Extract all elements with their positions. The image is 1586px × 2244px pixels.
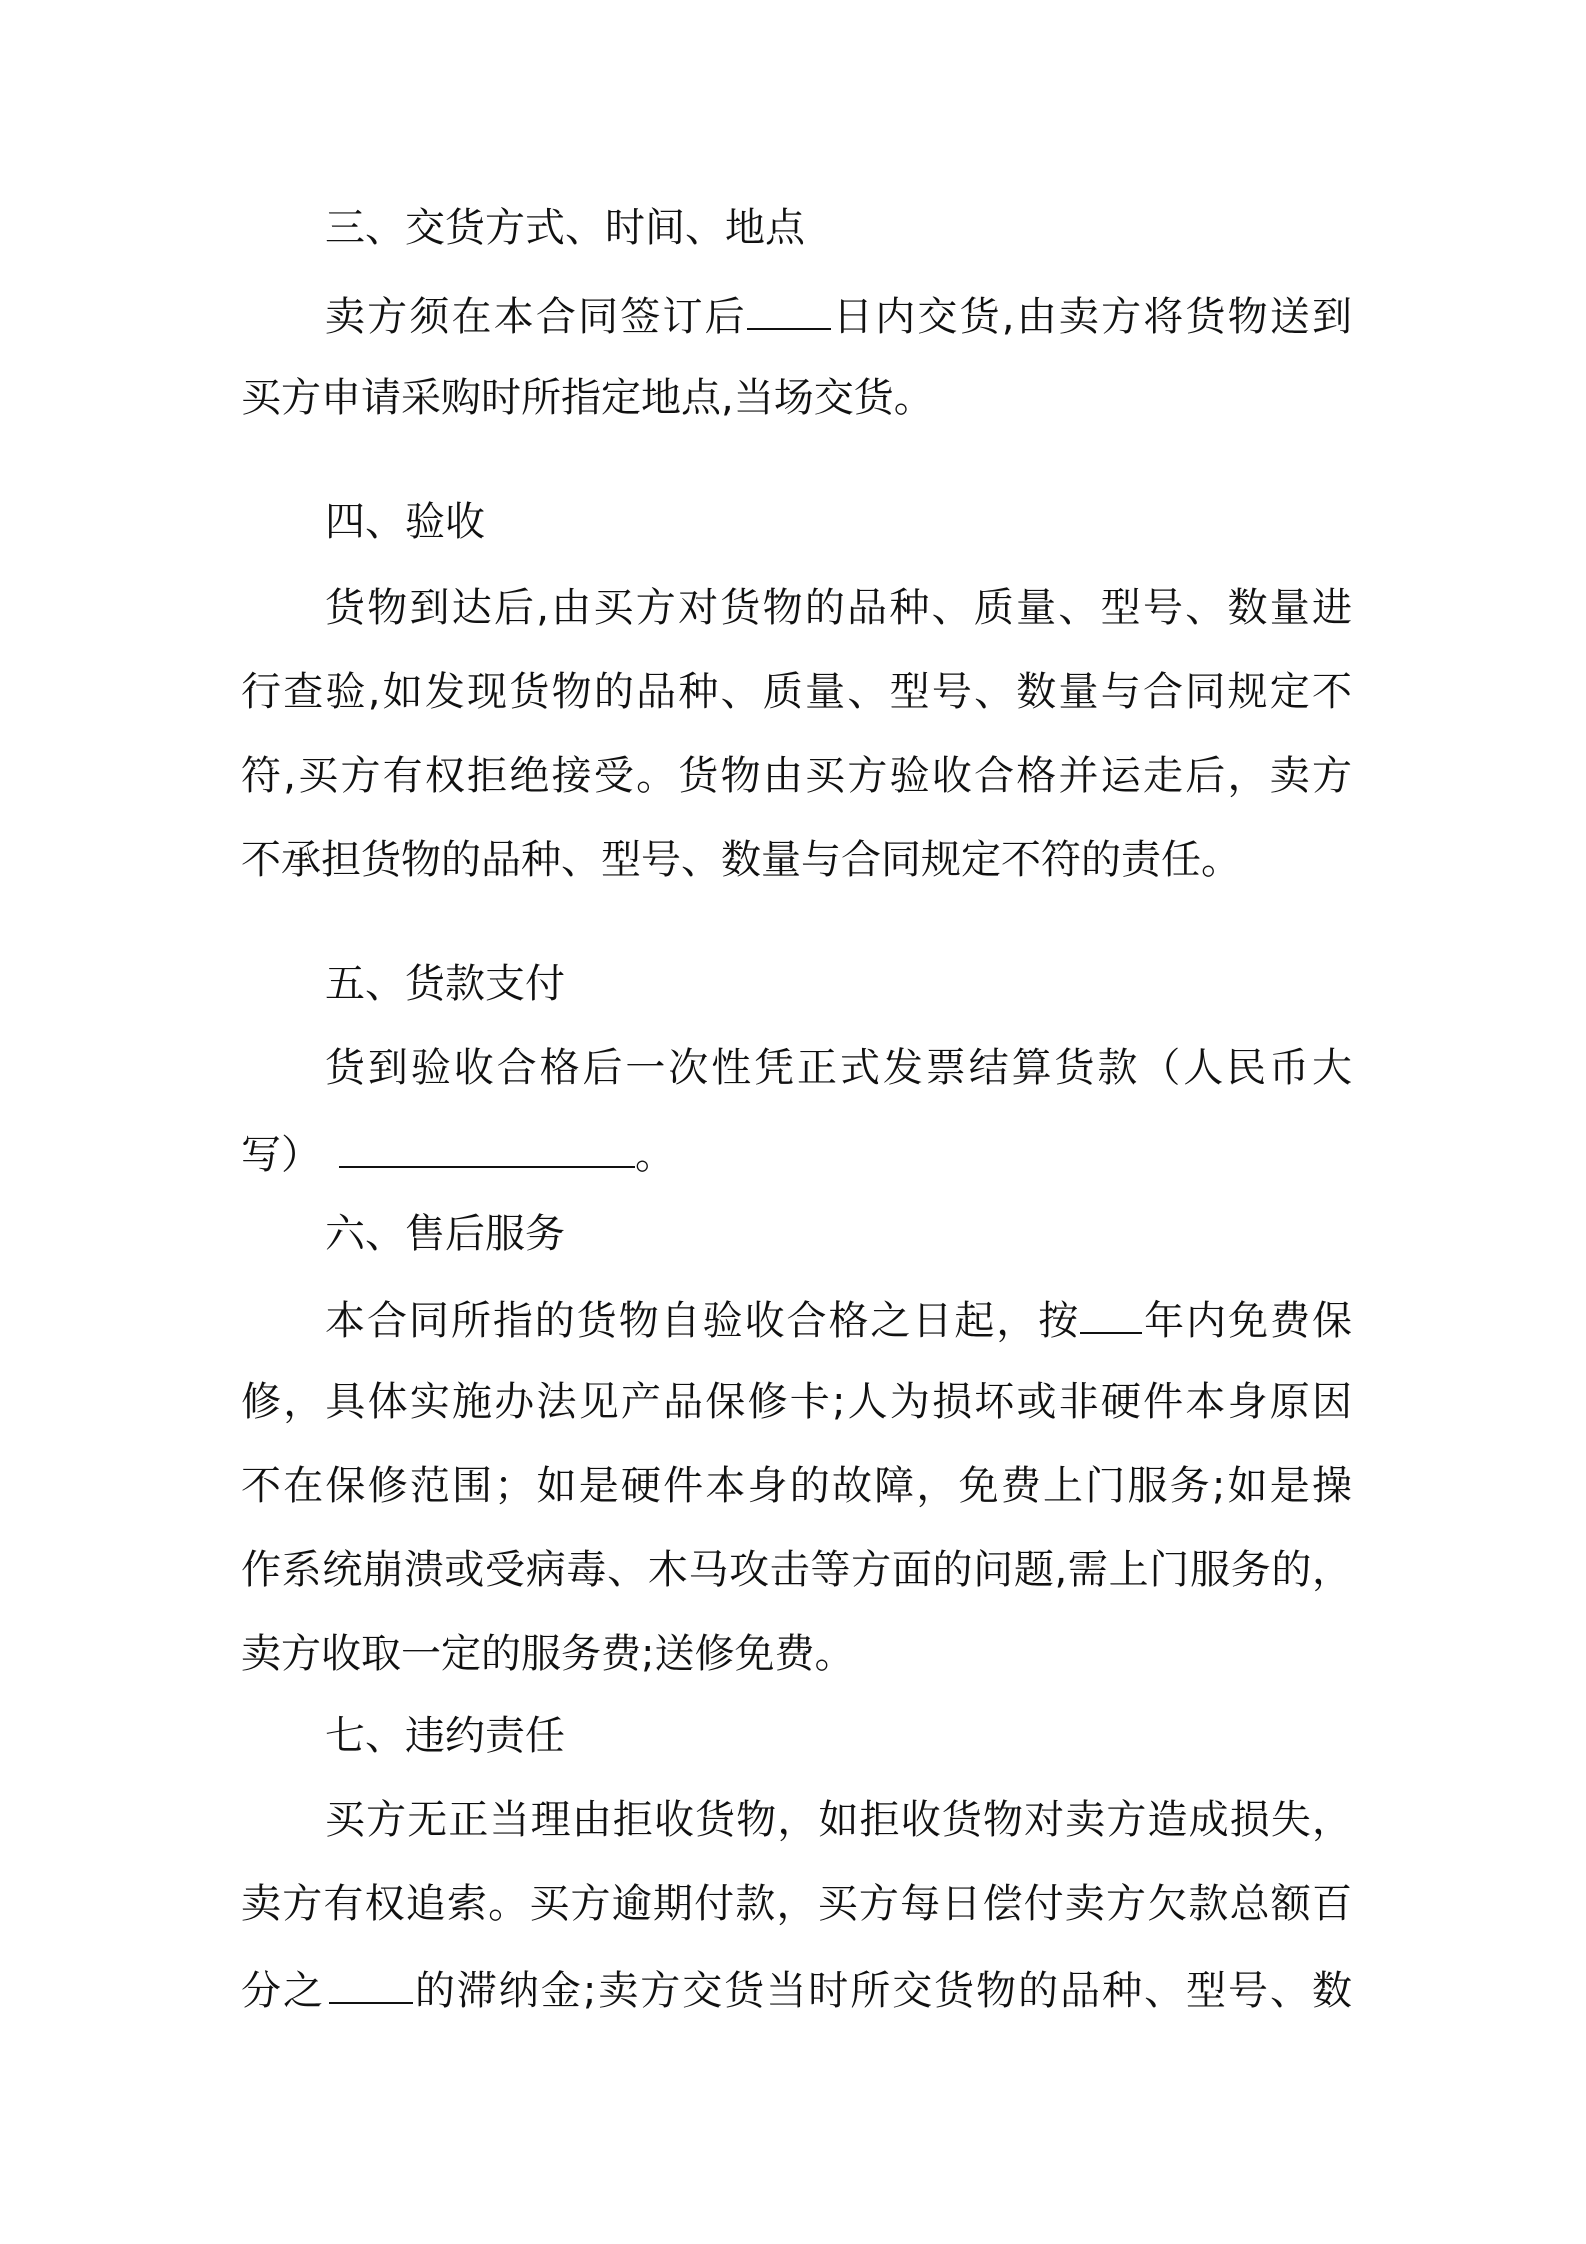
section-heading-payment: 五、货款支付 <box>325 961 565 1007</box>
paragraph-line: 货到验收合格后一次性凭正式发票结算货款（人民币大 <box>325 1045 1352 1091</box>
paragraph-line: 不承担货物的品种、型号、数量与合同规定不符的责任。 <box>241 837 1241 883</box>
paragraph-line <box>325 1294 1352 1342</box>
text-span: 日内交货,由卖方将货物送到 <box>830 294 1353 340</box>
section-heading-delivery: 三、交货方式、时间、地点 <box>325 205 805 251</box>
paragraph-line <box>325 290 1352 338</box>
paragraph-line: 行查验,如发现货物的品种、质量、型号、数量与合同规定不 <box>241 669 1352 715</box>
text-span: 卖方须在本合同签订后 <box>325 294 747 340</box>
paragraph-line: 符,买方有权拒绝接受。货物由买方验收合格并运走后，卖方 <box>241 753 1352 799</box>
paragraph-line: 修，具体实施办法见产品保修卡;人为损坏或非硬件本身原因 <box>241 1379 1352 1425</box>
section-heading-acceptance: 四、验收 <box>325 499 485 545</box>
text-span: 分之 <box>241 1968 325 2014</box>
paragraph-line <box>241 1128 675 1176</box>
text-span: 的滞纳金;卖方交货当时所交货物的品种、型号、数 <box>412 1968 1352 2014</box>
blank-amount-field[interactable] <box>339 1128 635 1168</box>
paragraph-line: 作系统崩溃或受病毒、木马攻击等方面的问题,需上门服务的， <box>241 1547 1352 1593</box>
text-span: 写） <box>241 1132 321 1178</box>
text-span: 年内免费保 <box>1142 1298 1353 1344</box>
blank-days-field[interactable] <box>747 290 831 330</box>
paragraph-line <box>241 1964 1352 2012</box>
paragraph-line: 买方无正当理由拒收货物，如拒收货物对卖方造成损失， <box>325 1797 1352 1843</box>
blank-years-field[interactable] <box>1080 1294 1142 1334</box>
section-heading-after-sales: 六、售后服务 <box>325 1211 565 1257</box>
paragraph-line: 卖方收取一定的服务费;送修免费。 <box>241 1631 855 1677</box>
section-heading-breach: 七、违约责任 <box>325 1713 565 1759</box>
text-span: 。 <box>635 1132 675 1178</box>
paragraph-line: 卖方有权追索。买方逾期付款，买方每日偿付卖方欠款总额百 <box>241 1881 1352 1927</box>
paragraph-line: 货物到达后,由买方对货物的品种、质量、型号、数量进 <box>325 585 1352 631</box>
text-span: 本合同所指的货物自验收合格之日起，按 <box>325 1298 1081 1344</box>
paragraph-line: 不在保修范围；如是硬件本身的故障，免费上门服务;如是操 <box>241 1463 1352 1509</box>
blank-percent-field[interactable] <box>329 1964 413 2004</box>
paragraph-line: 买方申请采购时所指定地点,当场交货。 <box>241 375 934 421</box>
contract-text <box>241 0 1352 2244</box>
